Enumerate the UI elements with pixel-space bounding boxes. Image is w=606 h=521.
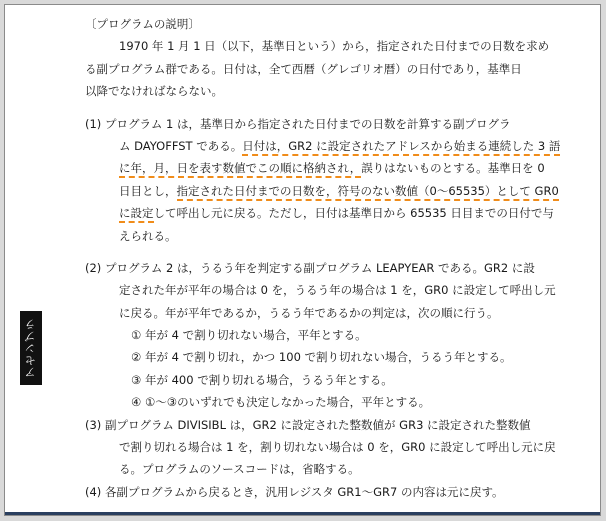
section-heading: 〔プログラムの説明〕 (85, 17, 200, 31)
item1-line-5 (85, 202, 565, 224)
item1-line-2 (85, 135, 565, 157)
item2-line-3: に戻る。年が平年であるか，うるう年であるかの判定は，次の順に行う。 (119, 305, 499, 320)
item1-line-3 (85, 157, 565, 179)
leap-rule-1: ① 年が 4 で割り切れない場合，平年とする。 (131, 328, 367, 343)
item1-line-5-text: して呼出し元に戻る。ただし，日付は基準日から 65535 日目までの日付で与 (153, 206, 554, 221)
highlight-result-range: 指定された日付までの日数を，符号のない数値（0～65535）として GR0 (177, 184, 559, 201)
highlight-date-storage: 日付は，GR2 に設定されたアドレスから始まる連続した 3 語 (242, 139, 560, 156)
intro-line-2: る副プログラム群である。日付は，全て西暦（グレゴリオ暦）の日付であり，基準日 (85, 61, 522, 76)
item1-line-6: えられる。 (119, 228, 177, 243)
item2-line-1: (2) プログラム 2 は，うるう年を判定する副プログラム LEAPYEAR である。GR2 に設 (85, 260, 535, 275)
item4-line-1: (4) 各副プログラムから戻るとき，汎用レジスタ GR1～GR7 の内容は元に戻す。 (85, 484, 504, 499)
intro-line-1: 1970 年 1 月 1 日（以下，基準日という）から，指定された日付までの日数を求め (119, 39, 550, 54)
document-page (4, 4, 601, 516)
leap-rule-3: ③ 年が 400 で割り切れる場合，うるう年とする。 (131, 372, 393, 387)
intro-line-3: 以降でなければならない。 (85, 84, 223, 99)
item1-line-1: (1) プログラム 1 は，基準日から指定された日付までの日数を計算する副プログラ (85, 116, 511, 131)
item1-line-4-text: 日目とし， (119, 183, 177, 198)
section-tab-assembler (20, 311, 42, 385)
highlight-set: に設定 (119, 206, 154, 223)
leap-rule-2: ② 年が 4 で割り切れ，かつ 100 で割り切れない場合，うるう年とする。 (131, 350, 512, 365)
highlight-date-order: に年，月，日を表す数値でこの順に格納され， (119, 161, 361, 178)
item1-line-3-text: 誤りはないものとする。基準日を 0 (361, 161, 545, 176)
item2-line-2: 定された年が平年の場合は 0 を，うるう年の場合は 1 を，GR0 に設定して呼出し元 (119, 283, 556, 298)
program-description (85, 13, 565, 503)
page-bottom-rule (5, 512, 600, 515)
item3-line-2: で割り切れる場合は 1 を，割り切れない場合は 0 を，GR0 に設定して呼出し元に戻 (119, 440, 556, 455)
item3-line-3: る。プログラムのソースコードは，省略する。 (119, 462, 360, 477)
item1-line-4 (85, 180, 565, 202)
leap-rule-4: ④ ①～③のいずれでも決定しなかった場合，平年とする。 (131, 395, 431, 410)
item1-line-2-text: ム DAYOFFST である。 (119, 138, 243, 153)
section-tab-label: アセンブラ (24, 318, 37, 378)
item3-line-1: (3) 副プログラム DIVISIBL は，GR2 に設定された整数値が GR3 に設定された整数値 (85, 417, 531, 432)
